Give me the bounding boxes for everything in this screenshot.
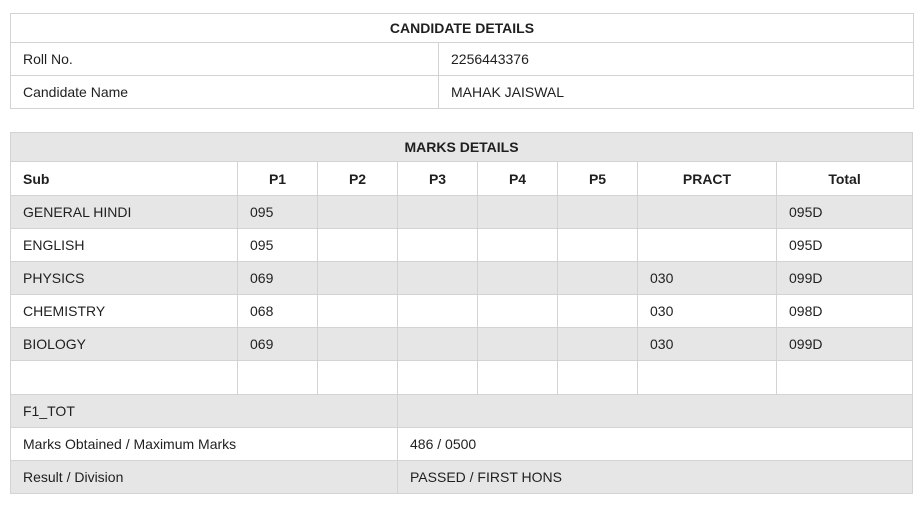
- p4-mark: [478, 328, 558, 361]
- p4-mark: [478, 196, 558, 229]
- p1-mark: 095: [238, 229, 318, 262]
- p4-mark: [478, 361, 558, 395]
- column-header-p5: P5: [558, 162, 638, 196]
- p3-mark: [398, 295, 478, 328]
- roll-no-label: Roll No.: [11, 43, 439, 76]
- pract-mark: [638, 229, 777, 262]
- candidate-name-value: MAHAK JAISWAL: [439, 76, 914, 109]
- p2-mark: [318, 229, 398, 262]
- subject-row-empty: [11, 361, 913, 395]
- column-header-total: Total: [777, 162, 913, 196]
- p4-mark: [478, 295, 558, 328]
- total-mark: 099D: [777, 328, 913, 361]
- p5-mark: [558, 328, 638, 361]
- p5-mark: [558, 196, 638, 229]
- column-header-p4: P4: [478, 162, 558, 196]
- f1-tot-label: F1_TOT: [11, 395, 398, 428]
- p1-mark: 069: [238, 328, 318, 361]
- subject-name: CHEMISTRY: [11, 295, 238, 328]
- p3-mark: [398, 196, 478, 229]
- p4-mark: [478, 262, 558, 295]
- pract-mark: 030: [638, 262, 777, 295]
- summary-row-f1-tot: [11, 395, 913, 428]
- subject-name: PHYSICS: [11, 262, 238, 295]
- marks-details-header-row: [11, 133, 913, 162]
- subject-row-general-hindi: [11, 196, 913, 229]
- roll-no-value: 2256443376: [439, 43, 914, 76]
- p1-mark: 095: [238, 196, 318, 229]
- candidate-name-label: Candidate Name: [11, 76, 439, 109]
- total-mark: 099D: [777, 262, 913, 295]
- p2-mark: [318, 328, 398, 361]
- p2-mark: [318, 262, 398, 295]
- candidate-name-row: [11, 76, 914, 109]
- marks-obtained-value: 486 / 0500: [398, 428, 913, 461]
- summary-row-marks-obtained: [11, 428, 913, 461]
- subject-row-english: [11, 229, 913, 262]
- marks-obtained-label: Marks Obtained / Maximum Marks: [11, 428, 398, 461]
- marks-details-table: [10, 132, 913, 494]
- p5-mark: [558, 262, 638, 295]
- total-mark: 095D: [777, 229, 913, 262]
- result-division-label: Result / Division: [11, 461, 398, 494]
- p5-mark: [558, 295, 638, 328]
- subject-row-chemistry: [11, 295, 913, 328]
- total-mark: 098D: [777, 295, 913, 328]
- p2-mark: [318, 196, 398, 229]
- summary-row-result-division: [11, 461, 913, 494]
- subject-name: GENERAL HINDI: [11, 196, 238, 229]
- p3-mark: [398, 229, 478, 262]
- f1-tot-value: [398, 395, 913, 428]
- candidate-details-header-row: [11, 14, 914, 43]
- column-header-p3: P3: [398, 162, 478, 196]
- column-header-p2: P2: [318, 162, 398, 196]
- candidate-details-table: [10, 13, 914, 109]
- p3-mark: [398, 262, 478, 295]
- p3-mark: [398, 361, 478, 395]
- column-header-sub: Sub: [11, 162, 238, 196]
- p1-mark: 069: [238, 262, 318, 295]
- p2-mark: [318, 295, 398, 328]
- p5-mark: [558, 361, 638, 395]
- subject-row-physics: [11, 262, 913, 295]
- column-header-p1: P1: [238, 162, 318, 196]
- p4-mark: [478, 229, 558, 262]
- total-mark: [777, 361, 913, 395]
- p5-mark: [558, 229, 638, 262]
- subject-name: [11, 361, 238, 395]
- column-header-pract: PRACT: [638, 162, 777, 196]
- p3-mark: [398, 328, 478, 361]
- roll-no-row: [11, 43, 914, 76]
- pract-mark: 030: [638, 295, 777, 328]
- pract-mark: [638, 361, 777, 395]
- p2-mark: [318, 361, 398, 395]
- total-mark: 095D: [777, 196, 913, 229]
- subject-name: BIOLOGY: [11, 328, 238, 361]
- subject-name: ENGLISH: [11, 229, 238, 262]
- p1-mark: [238, 361, 318, 395]
- p1-mark: 068: [238, 295, 318, 328]
- pract-mark: [638, 196, 777, 229]
- subject-row-biology: [11, 328, 913, 361]
- result-division-value: PASSED / FIRST HONS: [398, 461, 913, 494]
- column-header-row: [11, 162, 913, 196]
- candidate-details-title: CANDIDATE DETAILS: [11, 14, 914, 43]
- marks-details-title: MARKS DETAILS: [11, 133, 913, 162]
- pract-mark: 030: [638, 328, 777, 361]
